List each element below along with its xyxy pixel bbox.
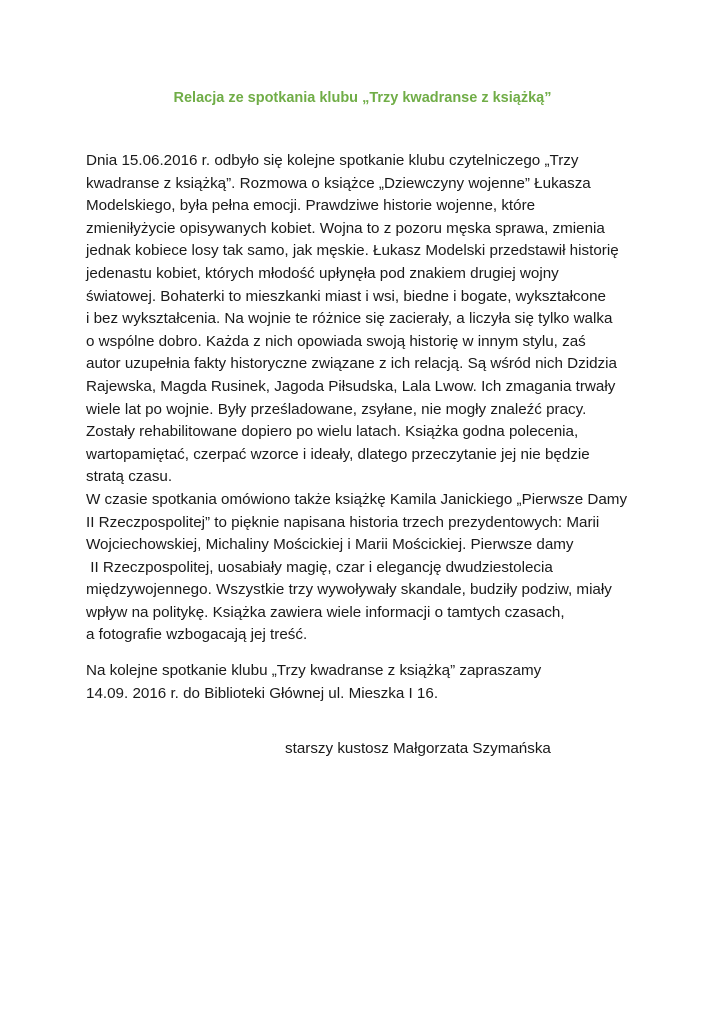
document-body xyxy=(86,150,646,705)
paragraph-invitation xyxy=(86,660,646,705)
paragraph-spacer xyxy=(86,647,646,660)
text-line: Zostały rehabilitowane dopiero po wielu latach. Książka godna polecenia, xyxy=(86,423,579,441)
paragraph-main xyxy=(86,150,646,647)
text-line: wartopamiętać, czerpać wzorce i ideały, dlatego przeczytanie jej nie będzie xyxy=(86,445,590,463)
text-line: jednak kobiece losy tak samo, jak męskie. Łukasz Modelski przedstawił historię xyxy=(86,242,619,260)
text-line: II Rzeczpospolitej” to pięknie napisana historia trzech prezydentowych: Marii xyxy=(86,513,600,531)
text-line: Modelskiego, była pełna emocji. Prawdziwe historie wojenne, które xyxy=(86,197,536,215)
text-line: zmieniłyżycie opisywanych kobiet. Wojna to z pozoru męska sprawa, zmienia xyxy=(86,219,605,237)
text-line: i bez wykształcenia. Na wojnie te różnice się zacierały, a liczyła się tylko walka xyxy=(86,310,613,328)
text-line: a fotografie wzbogacają jej treść. xyxy=(86,626,308,644)
text-line: jedenastu kobiet, których młodość upłynęła pod znakiem drugiej wojny xyxy=(86,264,559,282)
text-line: Na kolejne spotkanie klubu „Trzy kwadranse z książką” zapraszamy xyxy=(86,662,542,680)
text-line: kwadranse z książką”. Rozmowa o książce „Dziewczyny wojenne” Łukasza xyxy=(86,174,591,192)
document-title: Relacja ze spotkania klubu „Trzy kwadranse z książką” xyxy=(173,90,552,106)
signature: starszy kustosz Małgorzata Szymańska xyxy=(285,740,551,757)
text-line: międzywojennego. Wszystkie trzy wywoływały skandale, budziły podziw, miały xyxy=(86,581,612,599)
text-line: II Rzeczpospolitej, uosabiały magię, czar i elegancję dwudziestolecia xyxy=(86,558,553,576)
text-line: Rajewska, Magda Rusinek, Jagoda Piłsudska, Lala Lwow. Ich zmagania trwały xyxy=(86,377,616,395)
text-line: Wojciechowskiej, Michaliny Mościckiej i Marii Mościckiej. Pierwsze damy xyxy=(86,536,574,554)
text-line: wpływ na politykę. Książka zawiera wiele informacji o tamtych czasach, xyxy=(86,603,565,621)
text-line: wiele lat po wojnie. Były prześladowane, zsyłane, nie mogły znaleźć pracy. xyxy=(86,400,587,418)
text-line: światowej. Bohaterki to mieszkanki miast i wsi, biedne i bogate, wykształcone xyxy=(86,287,606,305)
text-line: W czasie spotkania omówiono także książkę Kamila Janickiego „Pierwsze Damy xyxy=(86,490,628,508)
text-line: o wspólne dobro. Każda z nich opowiada swoją historię w innym stylu, zaś xyxy=(86,332,586,350)
text-line: autor uzupełnia fakty historyczne związane z ich relacją. Są wśród nich Dzidzia xyxy=(86,355,617,373)
text-line: stratą czasu. xyxy=(86,468,173,486)
text-line: Dnia 15.06.2016 r. odbyło się kolejne spotkanie klubu czytelniczego „Trzy xyxy=(86,152,579,169)
text-line: 14.09. 2016 r. do Biblioteki Głównej ul. Mieszka I 16. xyxy=(86,684,439,702)
